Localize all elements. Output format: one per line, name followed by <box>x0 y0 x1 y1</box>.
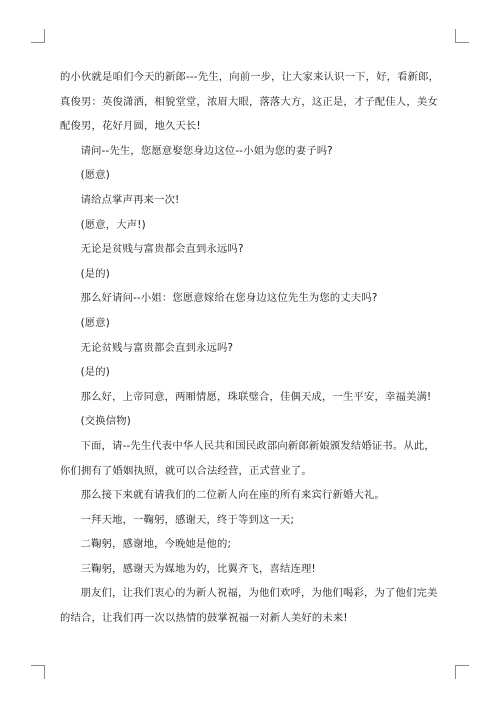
paragraph-closing: 朋友们，让我们衷心的为新人祝福，为他们欢呼，为他们喝彩，为了他们完美的结合，让我们再一次以热情的鼓掌祝福一对新人美好的未来! <box>60 587 438 625</box>
paragraph-groom-answer-loud: (愿意，大声!) <box>80 218 146 231</box>
crop-mark-top-left <box>31 29 45 43</box>
paragraph-blessing: 那么好，上帝同意，两厢情愿，珠联璧合，佳偶天成，一生平安，幸福美满! <box>80 390 432 403</box>
crop-mark-bottom-right <box>455 665 469 679</box>
paragraph-ceremony-intro: 那么接下来就有请我们的二位新人向在座的所有来宾行新婚大礼。 <box>80 489 386 502</box>
paragraph-bride-question: 那么好请问--小姐：您愿意嫁给在您身边这位先生为您的丈夫吗? <box>80 292 378 305</box>
paragraph-groom-forever-question: 无论是贫贱与富贵都会直到永远吗? <box>80 243 244 256</box>
paragraph-second-bow: 二鞠躬，感谢地，今晚她是他的; <box>80 538 232 551</box>
paragraph-certificate: 下面，请--先生代表中华人民共和国民政部向新郎新娘颁发结婚证书。从此，你们拥有了婚姻执照，就可以合法经营，正式营业了。 <box>60 439 435 477</box>
crop-mark-top-right <box>455 29 469 43</box>
paragraph-bride-answer: (愿意) <box>80 316 111 329</box>
paragraph-groom-answer: (愿意) <box>80 169 111 182</box>
paragraph-intro: 的小伙就是咱们今天的新郎---先生，向前一步，让大家来认识一下，好，看新郎，真俊男：英俊潇洒，相貌堂堂，浓眉大眼，落落大方，这正是，才子配佳人，美女配俊男，花好月圆，地久天长! <box>60 71 440 133</box>
paragraph-third-bow: 三鞠躬，感谢天为媒地为妁，比翼齐飞，喜结连理! <box>80 562 316 575</box>
paragraph-bride-forever-question: 无论贫贱与富贵都会直到永远吗? <box>80 341 234 354</box>
paragraph-groom-question: 请问--先生，您愿意娶您身边这位--小姐为您的妻子吗? <box>80 144 333 157</box>
paragraph-exchange-tokens: (交换信物) <box>80 415 132 428</box>
document-body <box>60 65 442 631</box>
paragraph-applause-request: 请给点掌声再来一次! <box>80 193 180 206</box>
crop-mark-bottom-left <box>31 665 45 679</box>
paragraph-first-bow: 一拜天地，一鞠躬，感谢天，终于等到这一天; <box>80 513 295 526</box>
paragraph-groom-yes: (是的) <box>80 267 111 280</box>
paragraph-bride-yes: (是的) <box>80 366 111 379</box>
